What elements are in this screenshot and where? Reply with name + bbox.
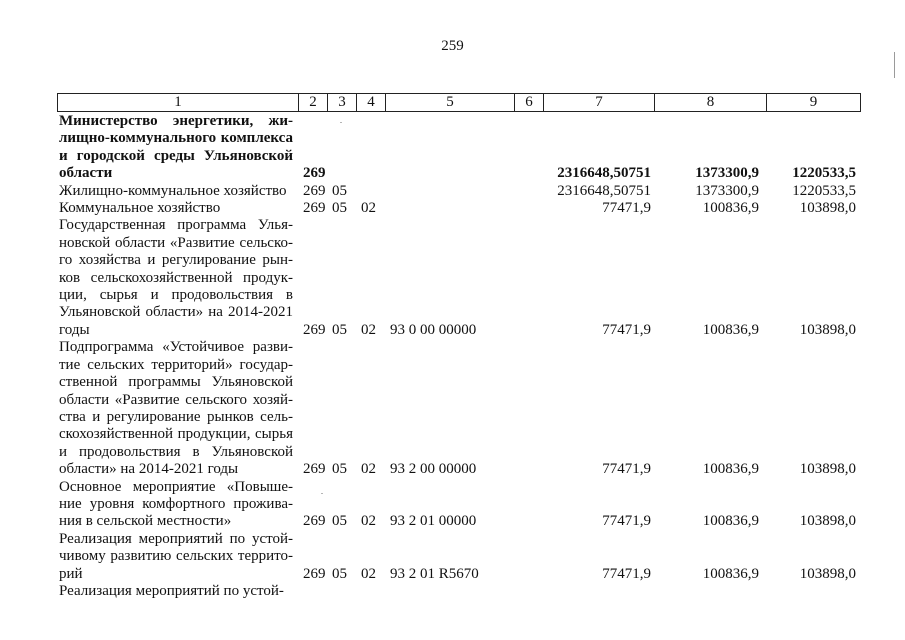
- row-code-csr: [385, 113, 514, 183]
- row-value-col7: 77471,9: [602, 565, 651, 582]
- table-row: [57, 183, 860, 200]
- row-value-col7: [543, 583, 654, 600]
- column-header-cell: 4: [357, 94, 386, 112]
- row-code-vr: [514, 217, 543, 339]
- row-value-col8: 100836,9: [702, 565, 759, 582]
- page-number: 259: [441, 38, 464, 54]
- row-value-col9: [766, 583, 860, 600]
- column-header-cell: 7: [544, 94, 655, 112]
- row-code-csr: 93 2 01 00000: [390, 513, 477, 530]
- row-code-vr: [514, 479, 543, 531]
- row-code-vr: [514, 339, 543, 478]
- row-name: Жилищно-коммунальное хозяйство: [59, 182, 287, 199]
- row-value-col9: 103898,0: [799, 321, 856, 338]
- row-code-ved: 269: [303, 513, 326, 530]
- row-code-pr: [356, 113, 385, 183]
- column-header-row: [58, 94, 861, 112]
- row-name: Министерство энергетики, жилищно-коммунального комплекса и городской среды Ульяновской области: [59, 113, 293, 182]
- table-row: [57, 113, 860, 183]
- row-code-csr: [385, 200, 514, 217]
- row-value-col8: 100836,9: [702, 461, 759, 478]
- row-code-pr: 02: [361, 461, 376, 478]
- table-row: [57, 531, 860, 583]
- row-code-ved: 269: [303, 200, 326, 217]
- row-code-rz: 05: [332, 200, 347, 217]
- row-code-pr: [356, 183, 385, 200]
- row-value-col9: 103898,0: [799, 565, 856, 582]
- row-code-csr: 93 0 00 00000: [390, 321, 477, 338]
- row-value-col8: 1373300,9: [695, 182, 759, 199]
- row-value-col7: 77471,9: [602, 200, 651, 217]
- row-code-rz: 05: [332, 565, 347, 582]
- row-name: Реализация мероприятий по устой-: [59, 582, 284, 599]
- row-code-ved: 269: [303, 461, 326, 478]
- column-header-cell: 8: [655, 94, 767, 112]
- row-code-rz: 05: [332, 321, 347, 338]
- row-code-pr: 02: [361, 565, 376, 582]
- row-value-col7: 2316648,50751: [557, 165, 651, 182]
- row-value-col8: 100836,9: [702, 200, 759, 217]
- table-row: [57, 479, 860, 531]
- row-name: Реализация мероприятий по устойчивому развитию сельских территорий: [59, 530, 293, 582]
- row-code-vr: [514, 183, 543, 200]
- row-code-ved: 269: [303, 182, 326, 199]
- row-code-vr: [514, 531, 543, 583]
- column-header-table: [57, 93, 861, 112]
- row-value-col7: 77471,9: [602, 321, 651, 338]
- row-value-col9: 103898,0: [799, 200, 856, 217]
- row-code-pr: 02: [361, 513, 376, 530]
- row-code-rz: 05: [332, 182, 347, 199]
- row-code-ved: 269: [303, 321, 326, 338]
- row-code-pr: 02: [361, 200, 376, 217]
- row-value-col7: 77471,9: [602, 513, 651, 530]
- row-value-col8: 1373300,9: [695, 165, 759, 182]
- row-value-col7: 77471,9: [602, 461, 651, 478]
- row-name: Основное мероприятие «Повышение уровня комфортного проживания в сельской местности»: [59, 478, 293, 530]
- row-name: Коммунальное хозяйство: [59, 200, 221, 217]
- column-header-cell: 3: [328, 94, 357, 112]
- row-code-csr: 93 2 01 R5670: [390, 565, 479, 582]
- row-value-col8: 100836,9: [702, 513, 759, 530]
- scan-speck: [321, 493, 323, 494]
- row-name: Подпрограмма «Устойчивое развитие сельских территорий» государственной программы Ульяновской области «Развитие сельского хозяйства и регулирование рынков сельскохозяйственной продукции, сырья и продовольствия в Ульяновской области» на 2014-2021 годы: [59, 339, 293, 478]
- budget-table: [57, 113, 860, 600]
- row-code-vr: [514, 583, 543, 600]
- table-row: [57, 217, 860, 339]
- row-value-col8: 100836,9: [702, 321, 759, 338]
- scan-speck: [340, 122, 342, 123]
- column-header-cell: 2: [299, 94, 328, 112]
- row-code-csr: [385, 583, 514, 600]
- row-code-rz: [327, 583, 356, 600]
- column-header-cell: 9: [767, 94, 861, 112]
- column-header-cell: 6: [515, 94, 544, 112]
- row-code-rz: 05: [332, 461, 347, 478]
- row-value-col9: 103898,0: [799, 461, 856, 478]
- row-code-ved: 269: [303, 565, 326, 582]
- row-code-pr: 02: [361, 321, 376, 338]
- row-code-rz: 05: [332, 513, 347, 530]
- row-value-col9: 1220533,5: [792, 182, 856, 199]
- column-header-cell: 5: [386, 94, 515, 112]
- table-row: [57, 339, 860, 478]
- row-code-vr: [514, 113, 543, 183]
- row-value-col8: [654, 583, 766, 600]
- row-code-ved: [298, 583, 327, 600]
- row-name: Государственная программа Ульяновской области «Развитие сельского хозяйства и регулирование рынков сельскохозяйственной продукции, сырья и продовольствия в Ульяновской области» на 2014-2021 годы: [59, 217, 293, 338]
- row-code-rz: [327, 113, 356, 183]
- row-value-col7: 2316648,50751: [557, 182, 651, 199]
- row-value-col9: 1220533,5: [792, 165, 856, 182]
- column-header-cell: 1: [58, 94, 299, 112]
- table-row: [57, 583, 860, 600]
- table-row: [57, 200, 860, 217]
- row-code-ved: 269: [303, 165, 326, 182]
- row-code-pr: [356, 583, 385, 600]
- row-code-vr: [514, 200, 543, 217]
- row-code-csr: [385, 183, 514, 200]
- scan-edge-mark: [894, 52, 895, 78]
- row-code-csr: 93 2 00 00000: [390, 461, 477, 478]
- row-value-col9: 103898,0: [799, 513, 856, 530]
